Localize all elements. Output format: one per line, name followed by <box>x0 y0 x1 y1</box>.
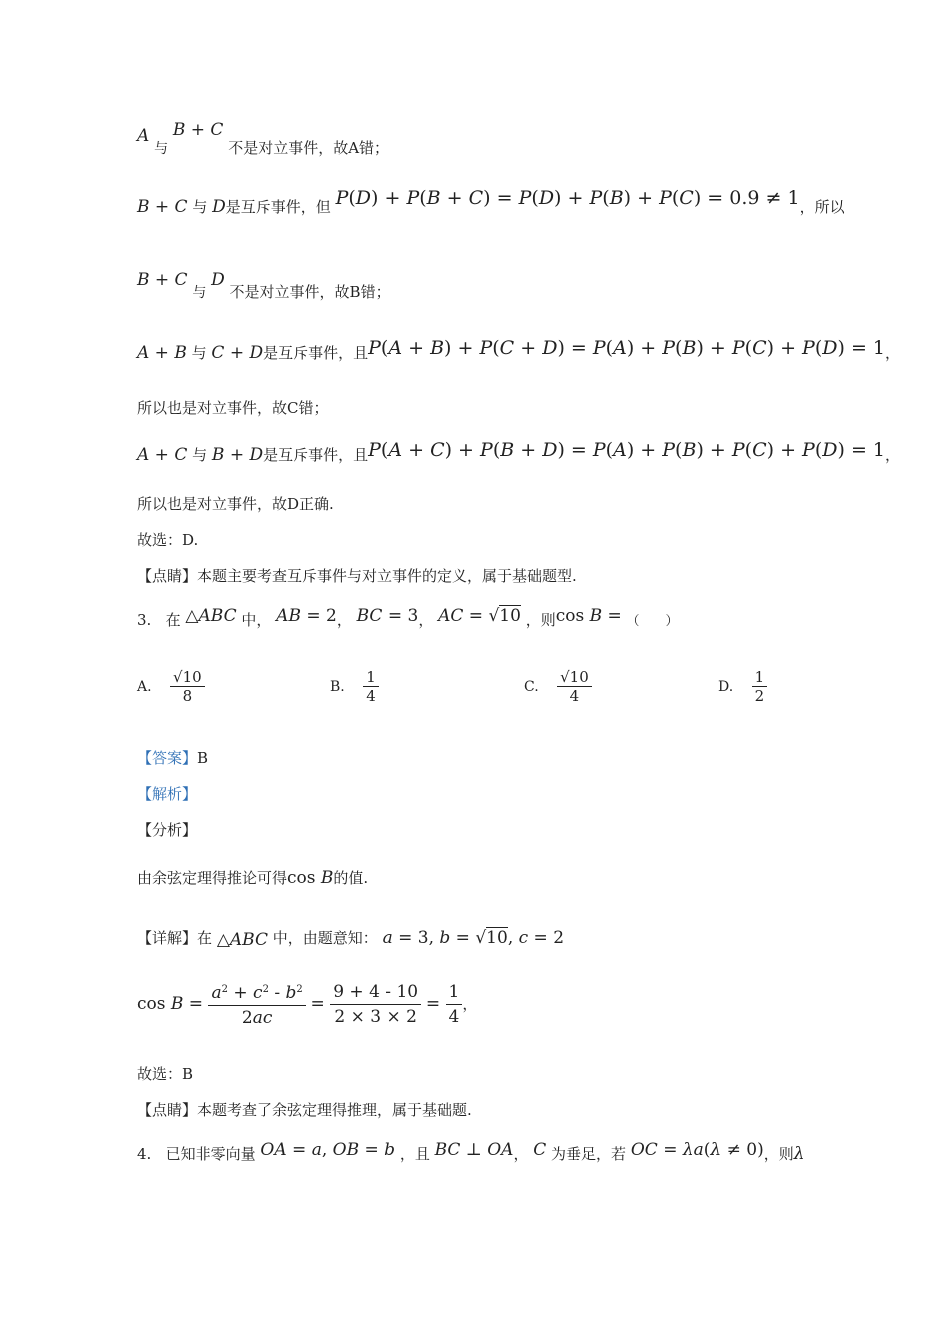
detail-line: 【详解】在 △ABC 中，由题意知： a = 3, b = √10, c = 2 <box>137 928 565 950</box>
answer-line <box>137 748 208 768</box>
l1-text: 不是对立事件，故A错； <box>228 139 390 157</box>
line-select-d: 故选：D. <box>137 531 199 549</box>
question-3: 3. 在 △ABC 中， AB = 2， BC = 3， AC = √10 ，则cos B = （ ） <box>137 606 679 629</box>
answer-value: B <box>197 749 209 767</box>
analysis-tag: 【解析】 <box>137 785 198 803</box>
option-c[interactable]: C. $\frac{√10}{4}$ <box>524 668 592 705</box>
line-bc-vs-d-conclusion: B + C 与 D 不是对立事件，故B错； <box>137 270 391 301</box>
option-d[interactable]: D. $\frac{1}{2}$ <box>718 668 767 705</box>
line-ac-vs-bd: A + C 与 B + D是互斥事件，且P(A + C) + P(B + D) = P(A) + P(B) + P(C) + P(D) = 1， <box>137 439 901 465</box>
option-b[interactable]: B. $\frac{1}{4}$ <box>330 668 379 705</box>
line-a-vs-bc: A 与 B + C 不是对立事件，故A错； <box>137 120 390 157</box>
option-a[interactable]: A. $\frac{√10}{8}$ <box>137 668 205 705</box>
fenxi-tag: 【分析】 <box>137 821 198 839</box>
line-dianjing-1: 【点睛】本题主要考查互斥事件与对立事件的定义，属于基础题型. <box>137 567 577 585</box>
line-select-b: 故选：B <box>137 1065 194 1083</box>
line-d-correct: 所以也是对立事件，故D正确. <box>137 495 334 513</box>
cosine-formula: cos B = $\frac{a^2 + c^2 - b^2}{2ac}$ = $\frac{9 + 4 - 10}{2 \times 3 \times 2}$ = $\frac{1}{4}$ ， <box>137 978 477 1030</box>
line-ab-vs-cd: A + B 与 C + D是互斥事件，且P(A + B) + P(C + D) = P(A) + P(B) + P(C) + P(D) = 1， <box>137 337 901 363</box>
line-bc-vs-d: B + C 与 D是互斥事件，但 P(D) + P(B + C) = P(D) + P(B) + P(C) = 0.9 ≠ 1，所以 <box>137 187 845 217</box>
line-c-wrong: 所以也是对立事件，故C错； <box>137 399 329 417</box>
question-4: 4. 已知非零向量 OA = a, OB = b ，且 BC ⊥ OA， C 为垂足，若 OC = λa(λ ≠ 0)，则λ <box>137 1140 805 1164</box>
line-dianjing-2: 【点睛】本题考查了余弦定理得推理，属于基础题. <box>137 1101 472 1119</box>
fenxi-text: 由余弦定理得推论可得cos B的值. <box>137 868 369 888</box>
answer-tag: 【答案】 <box>137 749 198 767</box>
